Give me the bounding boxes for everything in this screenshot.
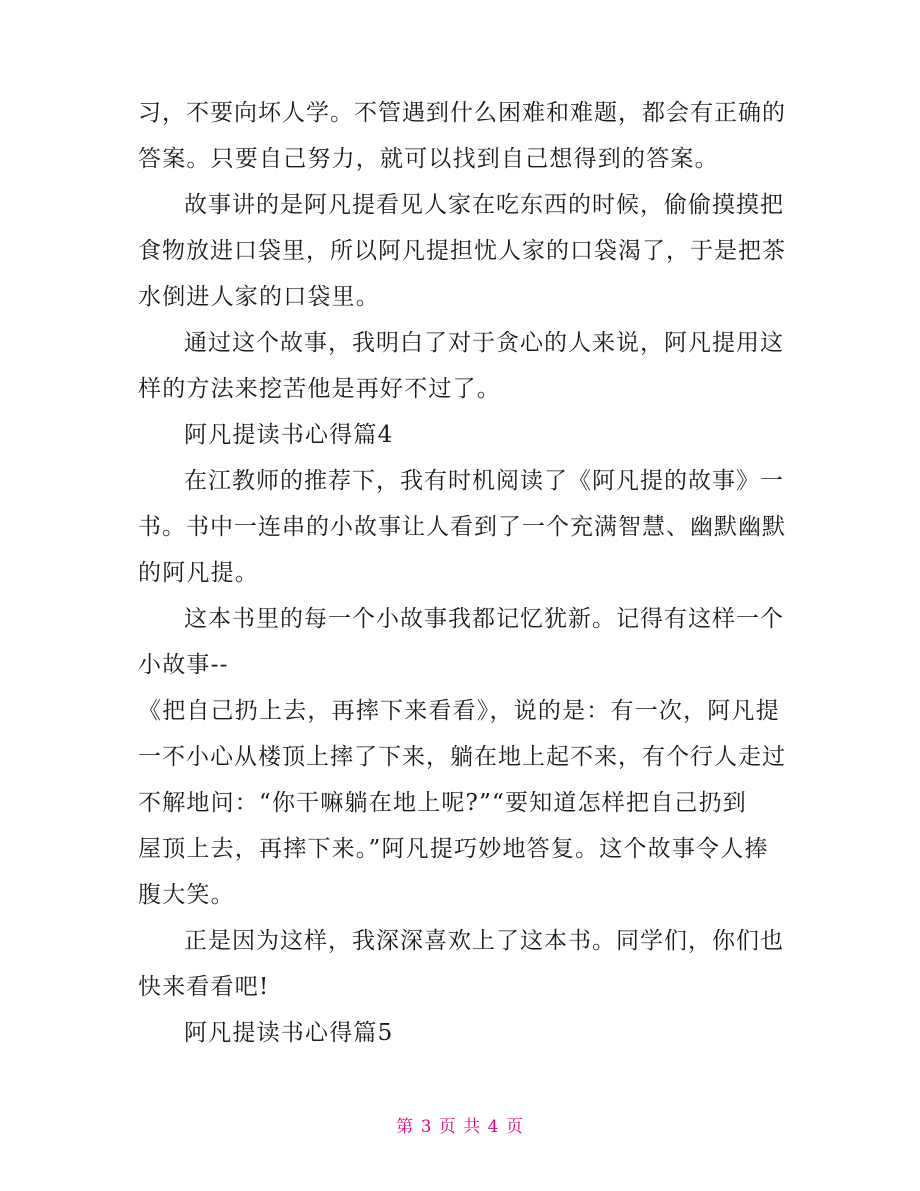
paragraph-line: 屋顶上去，再摔下来。”阿凡提巧妙地答复。这个故事令人捧 [138, 836, 769, 862]
paragraph-line: 在江教师的推荐下，我有时机阅读了《阿凡提的故事》一 [184, 468, 784, 494]
paragraph-line: 这本书里的每一个小故事我都记忆犹新。记得有这样一个 [184, 606, 784, 632]
paragraph-line: 正是因为这样，我深深喜欢上了这本书。同学们，你们也 [184, 928, 784, 954]
paragraph-line: 书。书中一连串的小故事让人看到了一个充满智慧、幽默幽默 [138, 514, 786, 540]
paragraph-line: 水倒进人家的口袋里。 [138, 284, 380, 310]
paragraph-line: 快来看看吧! [138, 974, 270, 1000]
document-body [138, 98, 788, 1064]
paragraph-line: 样的方法来挖苦他是再好不过了。 [138, 376, 501, 402]
paragraph-line: 《把自己扔上去，再摔下来看看》，说的是：有一次，阿凡提 [138, 698, 780, 724]
section-heading: 阿凡提读书心得篇4 [184, 422, 394, 448]
page-footer: 第 3 页 共 4 页 [396, 1117, 524, 1137]
paragraph-line: 答案。只要自己努力，就可以找到自己想得到的答案。 [138, 146, 719, 172]
paragraph-line: 通过这个故事，我明白了对于贪心的人来说，阿凡提用这 [184, 330, 784, 356]
paragraph-line: 一不小心从楼顶上摔了下来，躺在地上起不来，有个行人走过 [138, 744, 786, 770]
paragraph-line: 习，不要向坏人学。不管遇到什么困难和难题，都会有正确的 [138, 100, 786, 126]
section-heading: 阿凡提读书心得篇5 [184, 1020, 394, 1046]
paragraph-line: 故事讲的是阿凡提看见人家在吃东西的时候，偷偷摸摸把 [184, 192, 784, 218]
paragraph-line: 腹大笑。 [138, 882, 235, 908]
paragraph-line: 的阿凡提。 [138, 560, 259, 586]
paragraph-line: 小故事-- [138, 652, 229, 678]
paragraph-line: 食物放进口袋里，所以阿凡提担忧人家的口袋渴了，于是把茶 [138, 238, 786, 264]
paragraph-line: 不解地问：“你干嘛躺在地上呢?”“要知道怎样把自己扔到 [138, 790, 748, 816]
